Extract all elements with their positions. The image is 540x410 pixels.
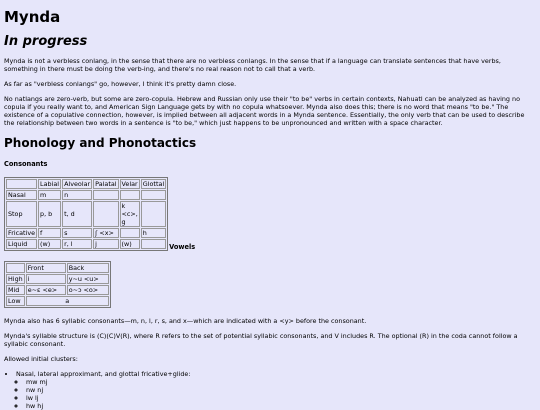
list-item: ◦ hw hj bbox=[26, 402, 536, 410]
list-item: ◦ nw nj bbox=[26, 386, 536, 394]
table-cell: i bbox=[26, 274, 66, 284]
table-header-cell: Back bbox=[67, 263, 109, 273]
table-cell bbox=[141, 239, 166, 249]
table-cell: j bbox=[93, 239, 118, 249]
table-row bbox=[6, 285, 109, 295]
table-cell bbox=[120, 228, 140, 238]
list-item: ◦ mw mj bbox=[26, 378, 536, 386]
clusters-list bbox=[4, 370, 536, 410]
table-cell: p, b bbox=[38, 201, 61, 227]
table-cell: Liquid bbox=[6, 239, 37, 249]
initial-clusters-paragraph: Allowed initial clusters: bbox=[4, 355, 78, 363]
table-header-cell bbox=[6, 179, 37, 189]
table-cell: o~ɔ <o> bbox=[67, 285, 109, 295]
intro-paragraph-1: Mynda is not a verbless conlang, in the sense that there are no verbless conlangs. In the sense that if a language can translate sentences that have verbs, something in there must be doing the verb-ing, and there's no real reason not to call that a verb. bbox=[4, 57, 501, 73]
clusters-sublist bbox=[16, 378, 536, 410]
syllabic-consonants-paragraph: Mynda also has 6 syllabic consonants—m, n, l, r, s, and x—which are indicated with a <y> before the consonant. bbox=[4, 317, 367, 325]
table-cell: Mid bbox=[6, 285, 25, 295]
table-row bbox=[6, 274, 109, 284]
table-cell: t, d bbox=[62, 201, 92, 227]
table-cell: ʃ <x> bbox=[93, 228, 118, 238]
consonants-heading: Consonants bbox=[4, 160, 48, 168]
table-row bbox=[6, 296, 109, 306]
table-cell: s bbox=[62, 228, 92, 238]
clusters-label: Nasal, lateral approximant, and glottal fricative+glide: bbox=[16, 370, 191, 378]
table-header-cell: Alveolar bbox=[64, 180, 91, 188]
intro-paragraph-2: As far as "verbless conlangs" go, however, I think it's pretty damn close. bbox=[4, 80, 237, 88]
table-row bbox=[6, 201, 166, 227]
vowels-heading: Vowels bbox=[169, 243, 196, 251]
syllable-structure-paragraph: Mynda's syllable structure is (C)(C)V(R), where R refers to the set of potential syllabic consonants, and V includes R. The optional (R) in the coda cannot follow a syllabic consonant. bbox=[4, 332, 518, 348]
table-cell: k <c>, g bbox=[121, 202, 138, 226]
table-header-cell: Velar bbox=[120, 179, 140, 189]
table-cell: Low bbox=[6, 296, 25, 306]
table-cell: n bbox=[62, 190, 92, 200]
table-cell: h bbox=[141, 228, 166, 238]
consonants-row bbox=[4, 177, 536, 251]
section-heading: Phonology and Phonotactics bbox=[4, 136, 197, 150]
status-heading: In progress bbox=[4, 34, 88, 49]
table-row bbox=[6, 239, 166, 249]
table-cell: (w) bbox=[120, 239, 140, 249]
table-header-cell: Front bbox=[26, 263, 66, 273]
table-header-cell: Palatal bbox=[95, 180, 117, 188]
table-header-cell: Glottal bbox=[142, 180, 165, 188]
table-cell: Stop bbox=[6, 201, 37, 227]
table-cell: Fricative bbox=[8, 229, 36, 237]
table-cell: Nasal bbox=[6, 190, 37, 200]
table-row bbox=[6, 228, 166, 238]
table-cell: e~ɛ <e> bbox=[26, 285, 66, 295]
table-cell bbox=[93, 190, 118, 200]
table-row bbox=[6, 190, 166, 200]
table-header-cell bbox=[6, 263, 25, 273]
table-cell bbox=[141, 201, 166, 227]
list-item: ◦ lw lj bbox=[26, 394, 536, 402]
table-header-row bbox=[6, 263, 109, 273]
table-cell bbox=[93, 201, 118, 227]
table-cell: m bbox=[38, 190, 61, 200]
table-cell bbox=[141, 190, 166, 200]
table-header-row bbox=[6, 179, 166, 189]
consonants-table bbox=[4, 177, 168, 251]
table-cell: f bbox=[38, 228, 61, 238]
table-cell bbox=[120, 190, 140, 200]
table-cell: y~u <u> bbox=[67, 274, 109, 284]
table-cell: (w) bbox=[38, 239, 61, 249]
list-item bbox=[16, 370, 536, 410]
vowels-table bbox=[4, 261, 111, 308]
table-cell: High bbox=[8, 275, 23, 283]
table-cell: a bbox=[26, 296, 109, 306]
table-cell: r, l bbox=[62, 239, 92, 249]
table-header-cell: Labial bbox=[40, 180, 60, 188]
intro-paragraph-3: No natlangs are zero-verb, but some are zero-copula. Hebrew and Russian only use their "to be" verbs in certain contexts, Nahuatl can be analyzed as having no copula if you really want to, and American Sign Language gets by with no copula whatsoever. Mynda also does this; there is no word that means "to be." The existence of a copulative connection, however, is implied between all adjacent words in a Mynda sentence. Essentially, the only verb that can be used to describe the relationship between two words in a sentence is "to be," which just happens to be unpronounced and written with a space character. bbox=[4, 95, 525, 127]
page-title: Mynda bbox=[4, 8, 61, 26]
